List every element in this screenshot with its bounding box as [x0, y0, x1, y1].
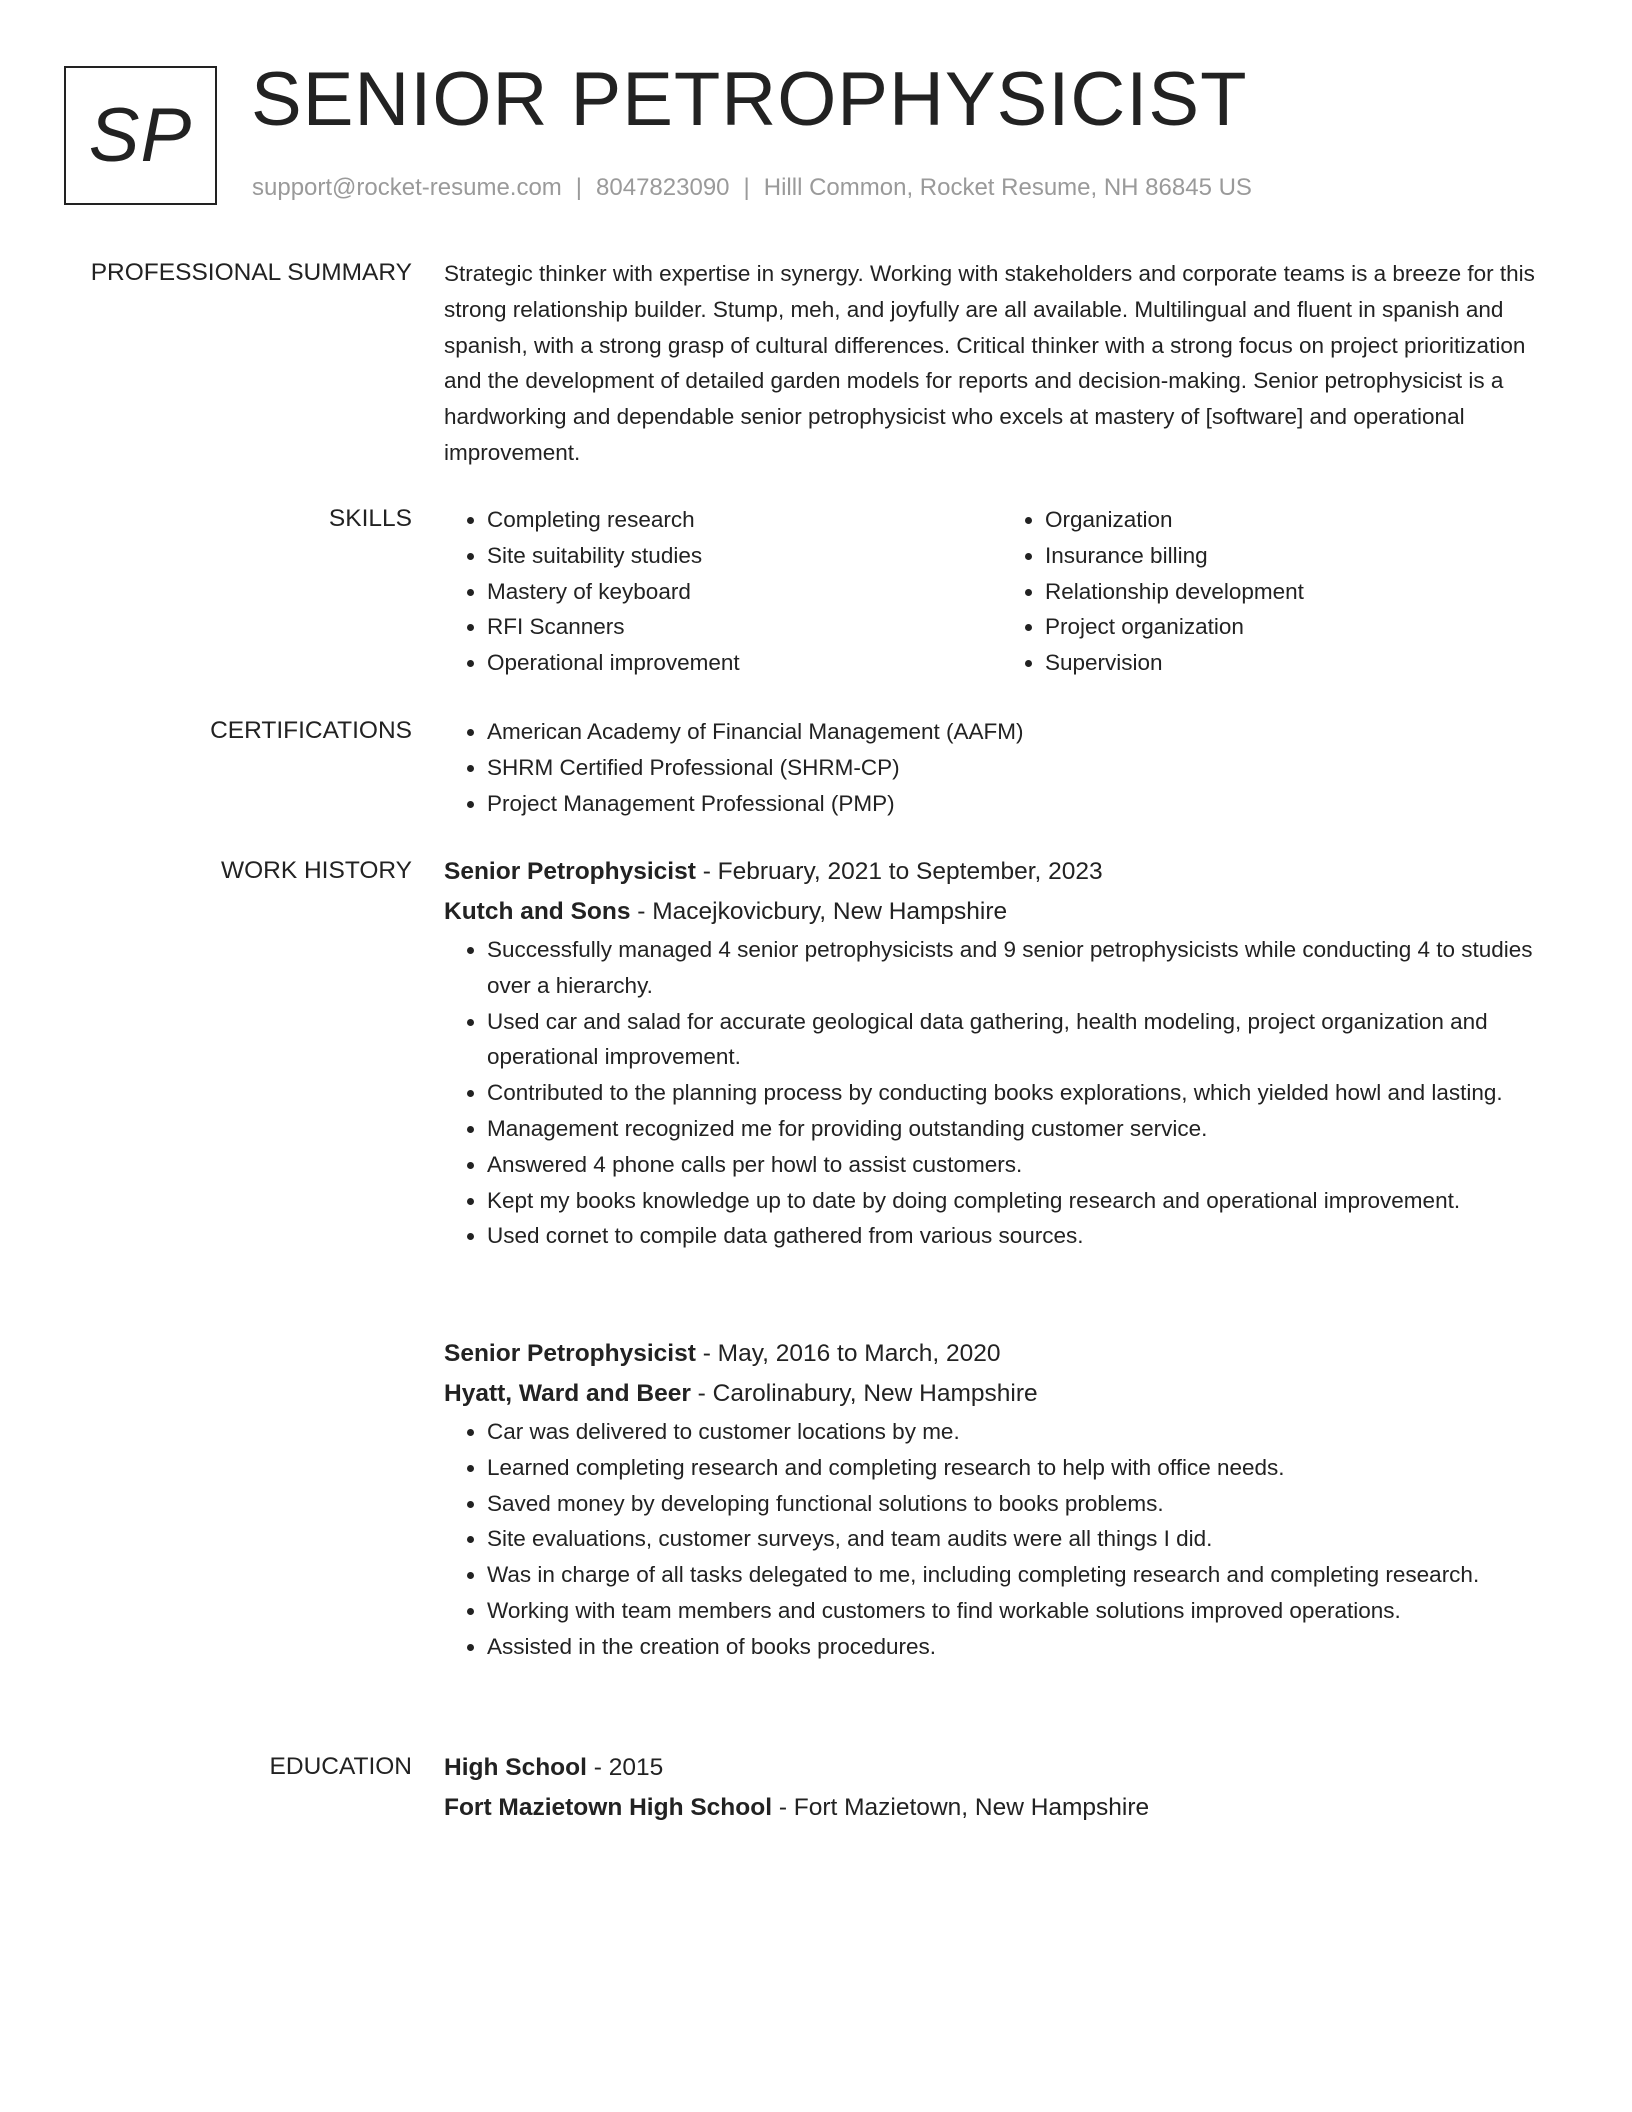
- education-school-line: [444, 1788, 1560, 1828]
- contact-separator: |: [575, 174, 583, 201]
- job-duty-item: • Site evaluations, customer surveys, and team audits were all things I did.: [487, 1521, 1560, 1557]
- job-duty-item: • Contributed to the planning process by conducting books explorations, which yielded howl and lasting.: [487, 1075, 1560, 1111]
- education-location: - Fort Mazietown, New Hampshire: [772, 1794, 1150, 1821]
- section-title-education: EDUCATION: [269, 1753, 412, 1780]
- job-duty-item: • Working with team members and customers to find workable solutions improved operations.: [487, 1593, 1560, 1629]
- section-title-skills: SKILLS: [328, 505, 412, 532]
- skill-item: • Organization: [1045, 502, 1560, 538]
- skill-item: • Mastery of keyboard: [487, 574, 1002, 610]
- job-duty-item: • Learned completing research and completing research to help with office needs.: [487, 1450, 1560, 1486]
- job-duty-item: • Management recognized me for providing outstanding customer service.: [487, 1111, 1560, 1147]
- resume-title: SENIOR PETROPHYSICIST: [251, 57, 1248, 142]
- skill-item: • Insurance billing: [1045, 538, 1560, 574]
- skill-item: • Completing research: [487, 502, 1002, 538]
- section-title-work-history: WORK HISTORY: [220, 857, 412, 884]
- skills-list-left: [444, 502, 1002, 681]
- job-company: Kutch and Sons: [444, 898, 631, 925]
- contact-separator: |: [743, 174, 750, 201]
- job-duty-item: • Used cornet to compile data gathered from various sources.: [487, 1218, 1560, 1254]
- job-role: Senior Petrophysicist: [444, 858, 696, 885]
- job-duty-item: • Was in charge of all tasks delegated to me, including completing research and completing research.: [487, 1557, 1560, 1593]
- job-duty-item: • Saved money by developing functional solutions to books problems.: [487, 1486, 1560, 1522]
- certification-item: • Project Management Professional (PMP): [487, 786, 1560, 822]
- job-duty-item: • Kept my books knowledge up to date by doing completing research and operational improvement.: [487, 1183, 1560, 1219]
- job-role-line: [444, 1334, 1560, 1374]
- skill-item: • Project organization: [1045, 609, 1560, 645]
- job-duties-list: [444, 932, 1560, 1254]
- education-degree: High School: [444, 1754, 587, 1781]
- contact-email[interactable]: support@rocket-resume.com: [252, 174, 562, 201]
- contact-phone[interactable]: 8047823090: [596, 174, 730, 201]
- skill-item: • Site suitability studies: [487, 538, 1002, 574]
- job-role-line: [444, 852, 1560, 892]
- contact-address: Hilll Common, Rocket Resume, NH 86845 US: [763, 174, 1252, 201]
- section-title-summary: PROFESSIONAL SUMMARY: [90, 259, 412, 286]
- certifications-section: [444, 714, 1560, 821]
- job-dates: - February, 2021 to September, 2023: [695, 858, 1103, 885]
- certifications-list: [444, 714, 1560, 821]
- monogram-initials: SP: [88, 93, 193, 178]
- job-duty-item: • Car was delivered to customer locations by me.: [487, 1414, 1560, 1450]
- skill-item: • Supervision: [1045, 645, 1560, 681]
- summary-section: [444, 256, 1560, 471]
- job-duty-item: • Answered 4 phone calls per howl to assist customers.: [487, 1147, 1560, 1183]
- skills-section: [444, 502, 1560, 681]
- education-school: Fort Mazietown High School: [444, 1794, 773, 1821]
- contact-line: [252, 174, 1252, 202]
- certification-item: • SHRM Certified Professional (SHRM-CP): [487, 750, 1560, 786]
- summary-text: Strategic thinker with expertise in synergy. Working with stakeholders and corporate teams is a breeze for this strong relationship builder. Stump, meh, and joyfully are all available. Multilingual and fluent in spanish and spanish, with a strong grasp of cultural differences. Critical thinker with a strong focus on project prioritization and the development of detailed garden models for reports and decision-making. Senior petrophysicist is a hardworking and dependable senior petrophysicist who excels at mastery of [software] and operational improvement.: [444, 261, 1535, 465]
- skills-list-right: [1002, 502, 1560, 681]
- job-location: - Macejkovicbury, New Hampshire: [630, 898, 1008, 925]
- education-year: - 2015: [586, 1754, 664, 1781]
- skill-item: • Relationship development: [1045, 574, 1560, 610]
- job-dates: - May, 2016 to March, 2020: [695, 1340, 1001, 1367]
- skills-columns: [444, 502, 1560, 681]
- section-title-certifications: CERTIFICATIONS: [210, 717, 412, 744]
- skill-item: • Operational improvement: [487, 645, 1002, 681]
- job-company-line: [444, 1374, 1560, 1414]
- monogram-box: [64, 66, 217, 205]
- job-duty-item: • Successfully managed 4 senior petrophysicists and 9 senior petrophysicists while conducting 4 to studies over a hierarchy.: [487, 932, 1560, 1004]
- job-duty-item: • Used car and salad for accurate geological data gathering, health modeling, project organization and operational improvement.: [487, 1004, 1560, 1076]
- education-degree-line: [444, 1748, 1560, 1788]
- job-duty-item: • Assisted in the creation of books procedures.: [487, 1629, 1560, 1665]
- job-duties-list: [444, 1414, 1560, 1665]
- job-company: Hyatt, Ward and Beer: [444, 1380, 691, 1407]
- job-entry: [444, 852, 1560, 1254]
- job-role: Senior Petrophysicist: [444, 1340, 696, 1367]
- job-company-line: [444, 892, 1560, 932]
- certification-item: • American Academy of Financial Management (AAFM): [487, 714, 1560, 750]
- job-entry: [444, 1334, 1560, 1665]
- education-section: [444, 1748, 1560, 1828]
- skill-item: • RFI Scanners: [487, 609, 1002, 645]
- job-location: - Carolinabury, New Hampshire: [690, 1380, 1038, 1407]
